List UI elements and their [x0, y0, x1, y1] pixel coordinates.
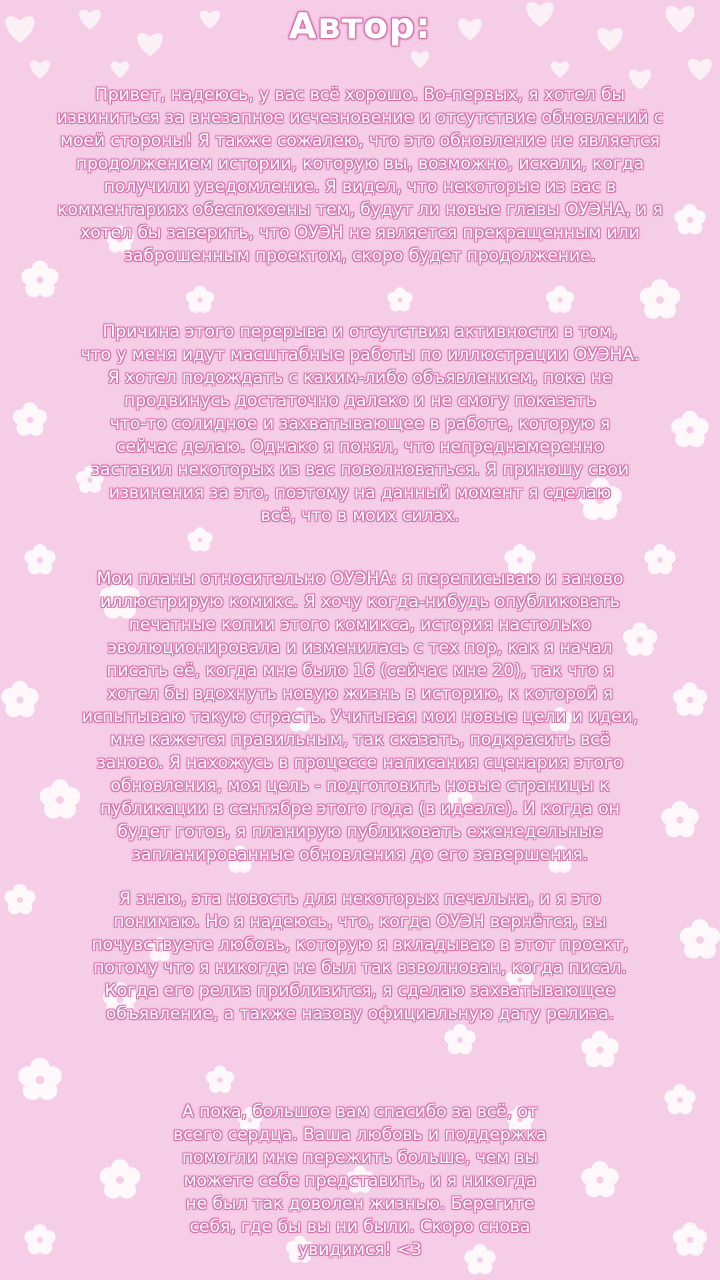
- text-line: заброшенным проектом, скоро будет продолжение.: [124, 246, 596, 266]
- text-line: заново. Я нахожусь в процессе написания сценария этого: [96, 753, 624, 773]
- text-line: всего сердца. Ваша любовь и поддержка: [173, 1125, 547, 1145]
- text-line: будет готов, я планирую публиковать еженедельные: [117, 822, 603, 842]
- text-line: Мои планы относительно ОУЭНА: я переписываю и заново: [96, 569, 624, 589]
- text-line: испытываю такую страсть. Учитывая мои новые цели и идеи,: [81, 707, 639, 727]
- paragraph-thanks: [0, 1101, 720, 1262]
- text-line: иллюстрирую комикс. Я хочу когда-нибудь опубликовать: [100, 592, 620, 612]
- text-line: Причина этого перерыва и отсутствия активности в том,: [102, 322, 618, 342]
- text-line: продолжением истории, которую вы, возможно, искали, когда: [75, 154, 645, 174]
- text-line: почувствуете любовь, которую я вкладываю в этот проект,: [91, 935, 629, 955]
- text-line: получили уведомление. Я видел, что некоторые из вас в: [103, 177, 617, 197]
- text-line: себя, где бы вы ни были. Скоро снова: [189, 1217, 531, 1237]
- text-line: писать её, когда мне было 16 (сейчас мне 20), так что я: [106, 661, 614, 681]
- text-line: сейчас делаю. Однако я понял, что непреднамеренно: [116, 437, 604, 457]
- text-line: извиниться за внезапное исчезновение и отсутствие обновлений с: [56, 108, 664, 128]
- text-line: продвинусь достаточно далеко и не смогу показать: [124, 391, 596, 411]
- text-line: можете себе представить, и я никогда: [183, 1171, 537, 1191]
- text-line: моей стороны! Я также сожалею, что это обновление не является: [60, 131, 660, 151]
- paragraph-plans: [0, 568, 720, 867]
- text-line: публикации в сентябре этого года (в идеале). И когда он: [100, 799, 620, 819]
- text-line: понимаю. Но я надеюсь, что, когда ОУЭН вернётся, вы: [113, 912, 607, 932]
- text-line: что у меня идут масштабные работы по иллюстрации ОУЭНА.: [80, 345, 640, 365]
- text-line: хотел бы вдохнуть новую жизнь в историю, к которой я: [107, 684, 613, 704]
- text-line: хотел бы заверить, что ОУЭН не является прекращенным или: [80, 223, 640, 243]
- text-line: запланированные обновления до его завершения.: [132, 845, 588, 865]
- text-line: Я хотел подождать с каким-либо объявлением, пока не: [107, 368, 613, 388]
- text-line: объявление, а также назову официальную дату релиза.: [105, 1004, 615, 1024]
- text-line: всё, что в моих силах.: [260, 506, 460, 526]
- page-title: Автор:: [288, 6, 432, 47]
- text-line: Я знаю, эта новость для некоторых печальна, и я это: [118, 889, 602, 909]
- text-line: Привет, надеюсь, у вас всё хорошо. Во-первых, я хотел бы: [95, 85, 625, 105]
- text-line: А пока, большое вам спасибо за всё, от: [182, 1102, 538, 1122]
- text-line: не был так доволен жизнью. Берегите: [185, 1194, 535, 1214]
- text-line: обновления, моя цель - подготовить новые страницы к: [110, 776, 610, 796]
- text-line: заставил некоторых из вас поволноваться. Я приношу свои: [91, 460, 629, 480]
- text-line: печатные копии этого комикса, история настолько: [128, 615, 592, 635]
- text-line: потому что я никогда не был так взволнован, когда писал.: [93, 958, 627, 978]
- text-line: Когда его релиз приблизится, я сделаю захватывающее: [104, 981, 616, 1001]
- text-line: увидимся! <3: [298, 1240, 422, 1260]
- paragraph-news: [0, 888, 720, 1026]
- paragraph-reason: [0, 321, 720, 528]
- text-line: мне кажется правильным, так сказать, подкрасить всё: [109, 730, 611, 750]
- text-line: извинения за это, поэтому на данный момент я сделаю: [108, 483, 612, 503]
- text-line: что-то солидное и захватывающее в работе, которую я: [109, 414, 611, 434]
- text-line: комментариях обеспокоены тем, будут ли новые главы ОУЭНА, и я: [57, 200, 663, 220]
- text-line: помогли мне пережить больше, чем вы: [181, 1148, 539, 1168]
- paragraph-apology: [0, 84, 720, 268]
- text-line: эволюционировала и изменилась с тех пор, как я начал: [107, 638, 613, 658]
